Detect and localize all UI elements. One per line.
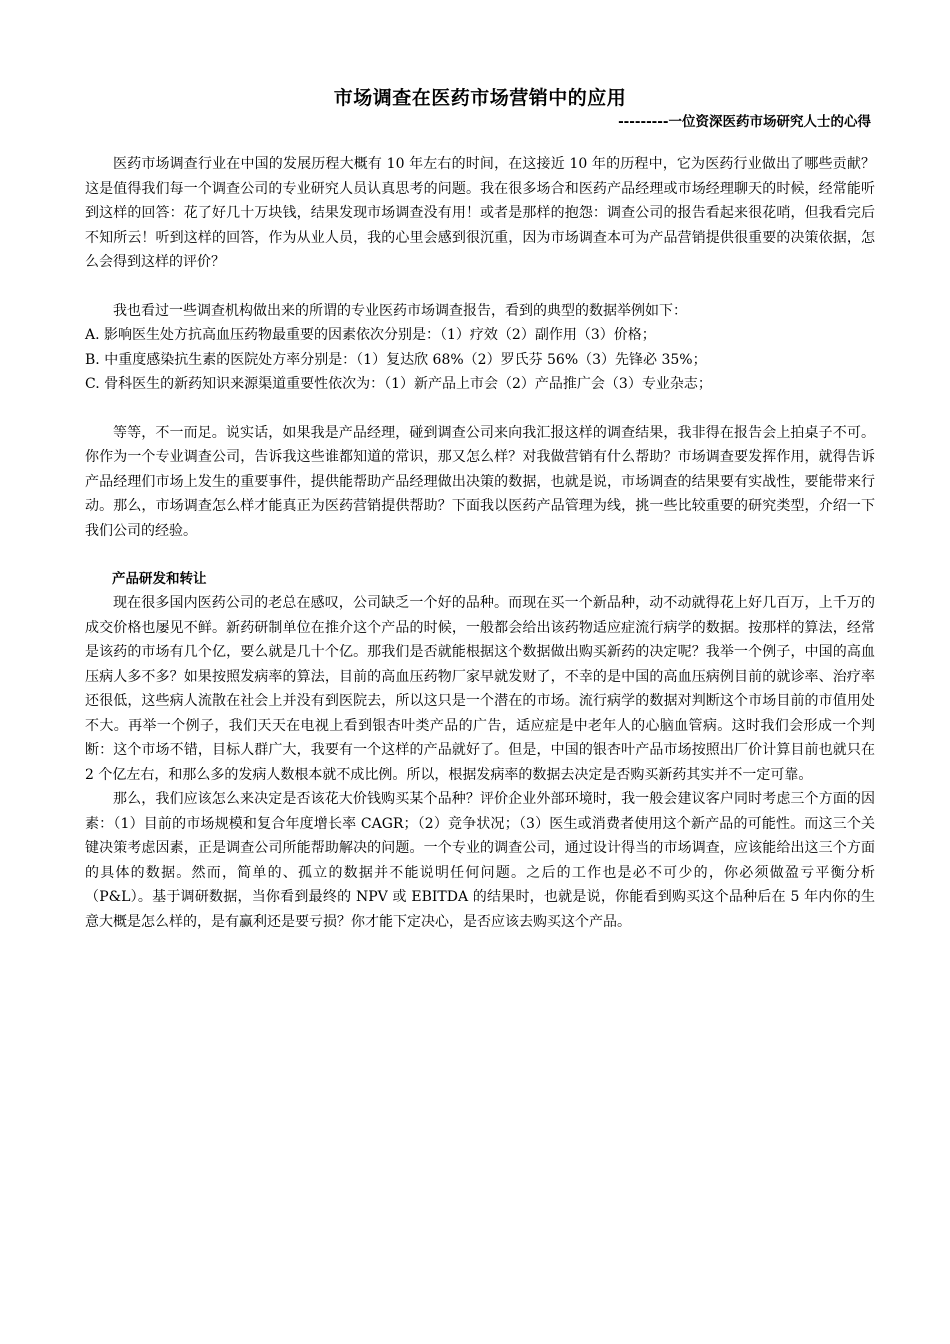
document-subtitle: ---------一位资深医药市场研究人士的心得 — [618, 114, 871, 130]
section-paragraph-2: 那么，我们应该怎么来决定是否该花大价钱购买某个品种？评价企业外部环境时，我一般会建议客户同时考虑三个方面的因素：（1）目前的市场规模和复合年度增长率 CAGR；（2）竞争状况；（3）医生或消费者使用这个新产品的可能性。而这三个关键决策考虑因素，正是调查公司所能帮助解决的问题。一个专业的调查公司，通过设计得当的市场调查，应该能给出这三个方面的具体的数据。然而，简单的、孤立的数据并不能说明任何问题。之后的工作也是必不可少的，你必须做盈亏平衡分析（P&L）。基于调研数据，当你看到最终的 NPV 或 EBITDA 的结果时，也就是说，你能看到购买这个品种后在 5 年内你的生意大概是怎么样的，是有赢利还是要亏损？你才能下定决心，是否应该去购买这个产品。 — [85, 791, 875, 930]
spacer — [85, 132, 875, 152]
spacer — [85, 543, 875, 567]
section-paragraph-1: 现在很多国内医药公司的老总在感叹，公司缺乏一个好的品种。而现在买一个新品种，动不动就得花上好几百万，上千万的成交价格也屡见不鲜。新药研制单位在推介这个产品的时候，一般都会给出该药物适应症流行病学的数据。按那样的算法，经常是该药的市场有几个亿，要么就是几十个亿。那我们是否就能根据这个数据做出购买新药的决定呢？我举一个例子，中国的高血压病人多不多？如果按照发病率的算法，目前的高血压药物厂家早就发财了，不幸的是中国的高血压病例目前的就诊率、治疗率还很低，这些病人流散在社会上并没有到医院去，所以这只是一个潜在的市场。流行病学的数据对判断这个市场目前的市值用处不大。再举一个例子，我们天天在电视上看到银杏叶类产品的广告，适应症是中老年人的心脑血管病。这时我们会形成一个判断：这个市场不错，目标人群广大，我要有一个这样的产品就好了。但是，中国的银杏叶产品市场按照出厂价计算目前也就只在 2 个亿左右，和那么多的发病人数根本就不成比例。所以，根据发病率的数据去决定是否购买新药其实并不一定可靠。 — [85, 595, 875, 783]
critique-paragraph: 等等，不一而足。说实话，如果我是产品经理，碰到调查公司来向我汇报这样的调查结果，我非得在报告会上拍桌子不可。你作为一个专业调查公司，告诉我这些谁都知道的常识，那又怎么样？对我做营销有什么帮助？市场调查要发挥作用，就得告诉产品经理们市场上发生的重要事件，提供能帮助产品经理做出决策的数据，也就是说，市场调查的结果要有实战性，要能带来行动。那么，市场调查怎么样才能真正为医药营销提供帮助？下面我以医药产品管理为线，挑一些比较重要的研究类型，介绍一下我们公司的经验。 — [85, 424, 875, 539]
example-item-a: A. 影响医生处方抗高血压药物最重要的因素依次分别是：（1）疗效（2）副作用（3）价格； — [85, 327, 656, 343]
examples-intro: 我也看过一些调查机构做出来的所谓的专业医药市场调查报告，看到的典型的数据举例如下： — [113, 302, 687, 319]
section-heading: 产品研发和转让 — [112, 571, 207, 587]
document-page — [85, 84, 875, 934]
document-title: 市场调查在医药市场营销中的应用 — [333, 87, 627, 109]
intro-paragraph: 医药市场调查行业在中国的发展历程大概有 10 年左右的时间，在这接近 10 年的历程中，它为医药行业做出了哪些贡献？这是值得我们每一个调查公司的专业研究人员认真思考的问题。我在很多场合和医药产品经理或市场经理聊天的时候，经常能听到这样的回答：花了好几十万块钱，结果发现市场调查没有用！或者是那样的抱怨：调查公司的报告看起来很花哨，但我看完后不知所云！听到这样的回答，作为从业人员，我的心里会感到很沉重，因为市场调查本可为产品营销提供很重要的决策依据，怎么会得到这样的评价？ — [85, 156, 875, 270]
example-item-b: B. 中重度感染抗生素的医院处方率分别是：（1）复达欣 68%（2）罗氏芬 56%（3）先锋必 35%； — [85, 351, 707, 368]
spacer — [85, 275, 875, 299]
spacer — [85, 397, 875, 421]
example-item-c: C. 骨科医生的新药知识来源渠道重要性依次为：（1）新产品上市会（2）产品推广会（3）专业杂志； — [85, 376, 712, 392]
